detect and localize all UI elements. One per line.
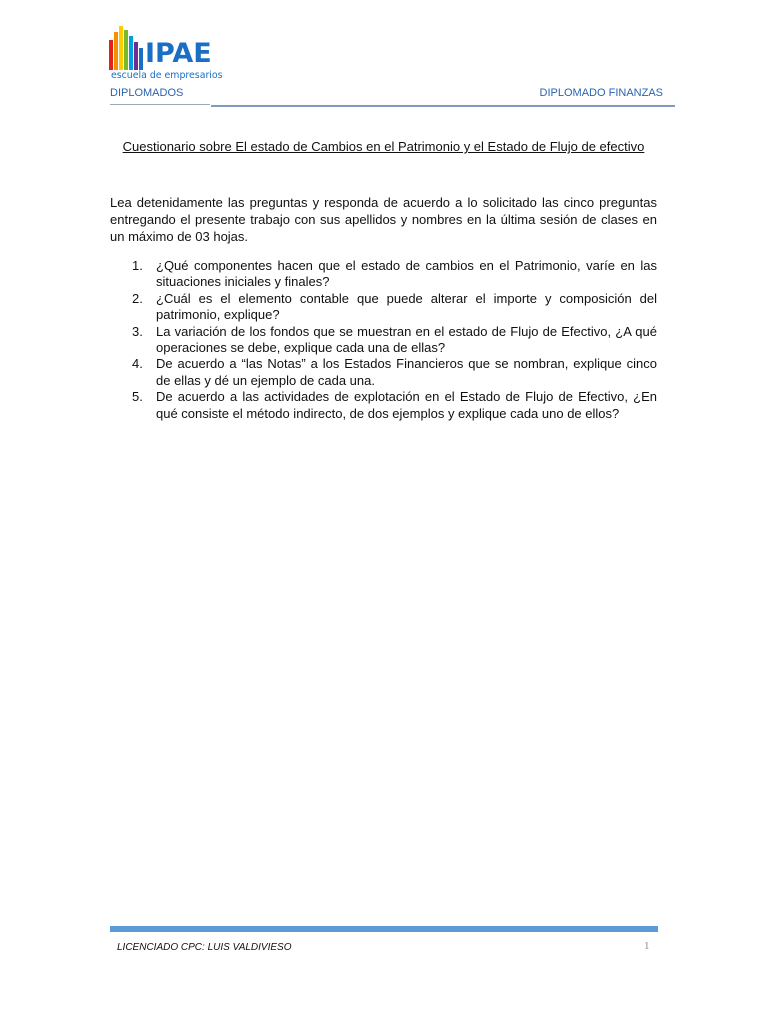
footer-rule [110, 926, 658, 932]
question-number: 2. [132, 290, 143, 306]
logo-wordmark: IPAE [145, 38, 212, 69]
question-item [110, 324, 657, 357]
header-right-label: DIPLOMADO FINANZAS [539, 87, 663, 99]
document-title: Cuestionario sobre El estado de Cambios en el Patrimonio y el Estado de Flujo de efectivo [122, 139, 645, 154]
header-divider-short [110, 104, 210, 105]
question-number: 1. [132, 258, 143, 273]
question-item [110, 258, 657, 291]
header-divider-long [211, 105, 675, 107]
logo-bars-graphic [109, 26, 143, 70]
question-item [110, 291, 657, 324]
page-number: 1 [644, 940, 650, 952]
question-text: La variación de los fondos que se muestran en el estado de Flujo de Efectivo, ¿A qué operaciones se debe, explique cada una de ellas? [156, 323, 657, 356]
question-number: 5. [132, 389, 143, 405]
intro-paragraph: Lea detenidamente las preguntas y responda de acuerdo a lo solicitado las cinco preguntas entregando el presente trabajo con sus apellidos y nombres en la última sesión de clases en un máximo de 03 hojas. [110, 195, 657, 244]
header-left-label: DIPLOMADOS [110, 87, 184, 99]
question-list [110, 258, 657, 422]
question-item [110, 389, 657, 422]
question-item [110, 356, 657, 389]
question-text: De acuerdo a las actividades de explotación en el Estado de Flujo de Efectivo, ¿En qué consiste el método indirecto, de dos ejemplos y explique cada uno de ellos? [156, 389, 657, 421]
question-text: ¿Qué componentes hacen que el estado de cambios en el Patrimonio, varíe en las situaciones iniciales y finales? [156, 258, 657, 290]
footer-author: LICENCIADO CPC: LUIS VALDIVIESO [117, 942, 292, 953]
question-text: ¿Cuál es el elemento contable que puede alterar el importe y composición del patrimonio, explique? [156, 290, 657, 323]
question-text: De acuerdo a “las Notas” a los Estados Financieros que se nombran, explique cinco de ellas y dé un ejemplo de cada una. [156, 356, 657, 388]
ipae-logo [109, 26, 229, 84]
logo-tagline: escuela de empresarios [111, 70, 223, 81]
question-number: 3. [132, 323, 143, 339]
question-number: 4. [132, 356, 143, 372]
